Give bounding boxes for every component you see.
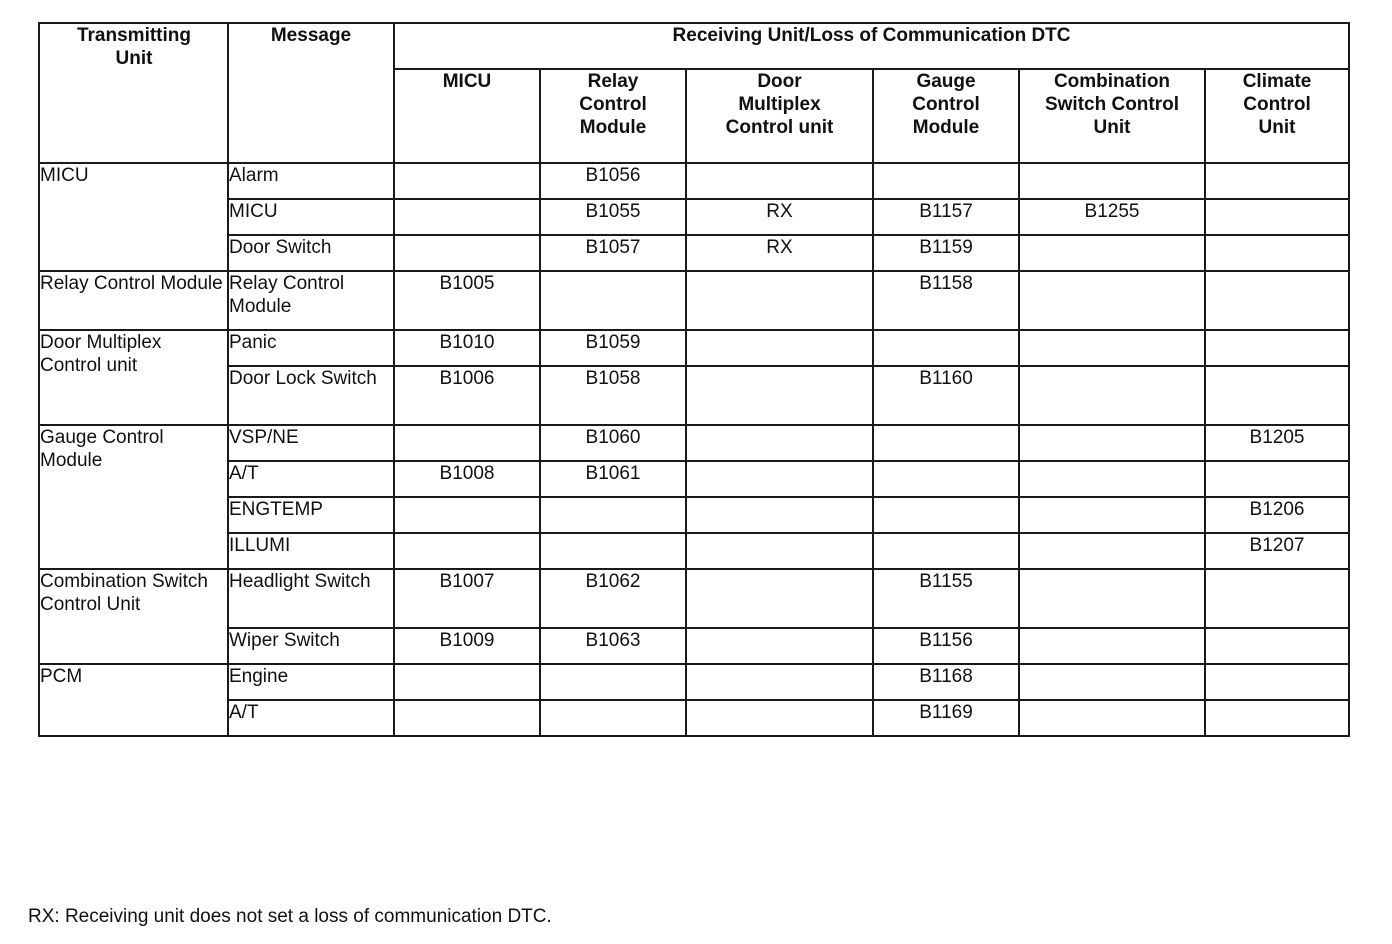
dtc-code-cell: B1010 bbox=[394, 330, 540, 366]
dtc-code-cell bbox=[394, 425, 540, 461]
message-cell: VSP/NE bbox=[228, 425, 394, 461]
message-header: Message bbox=[228, 23, 394, 163]
table-row bbox=[39, 664, 1349, 700]
message-cell: Panic bbox=[228, 330, 394, 366]
table-row bbox=[39, 700, 1349, 736]
dtc-code-cell bbox=[1205, 700, 1349, 736]
table-row bbox=[39, 199, 1349, 235]
dtc-code-cell bbox=[540, 271, 686, 330]
dtc-code-cell bbox=[873, 533, 1019, 569]
message-cell: Alarm bbox=[228, 163, 394, 199]
dtc-code-cell bbox=[686, 497, 873, 533]
dtc-code-cell bbox=[394, 163, 540, 199]
dtc-code-cell: B1056 bbox=[540, 163, 686, 199]
dtc-code-cell bbox=[1205, 199, 1349, 235]
message-cell: MICU bbox=[228, 199, 394, 235]
dtc-code-cell: B1207 bbox=[1205, 533, 1349, 569]
dtc-code-cell bbox=[394, 664, 540, 700]
dtc-code-cell: B1158 bbox=[873, 271, 1019, 330]
message-cell: Engine bbox=[228, 664, 394, 700]
dtc-code-cell bbox=[1019, 330, 1205, 366]
transmitting-unit-cell: Gauge Control Module bbox=[39, 425, 228, 569]
dtc-code-cell bbox=[1019, 664, 1205, 700]
dtc-code-cell: B1006 bbox=[394, 366, 540, 425]
dtc-code-cell bbox=[394, 235, 540, 271]
column-header-micu: MICU bbox=[394, 69, 540, 163]
dtc-code-cell: B1159 bbox=[873, 235, 1019, 271]
dtc-code-cell bbox=[686, 461, 873, 497]
transmitting-unit-cell: PCM bbox=[39, 664, 228, 736]
dtc-code-cell: B1059 bbox=[540, 330, 686, 366]
dtc-code-cell bbox=[1205, 664, 1349, 700]
dtc-code-cell: B1206 bbox=[1205, 497, 1349, 533]
dtc-code-cell bbox=[1205, 235, 1349, 271]
dtc-code-cell bbox=[686, 425, 873, 461]
dtc-code-cell: B1157 bbox=[873, 199, 1019, 235]
table-row bbox=[39, 366, 1349, 425]
dtc-code-cell bbox=[1205, 271, 1349, 330]
message-cell: A/T bbox=[228, 461, 394, 497]
transmitting-unit-cell: Relay Control Module bbox=[39, 271, 228, 330]
dtc-code-cell bbox=[686, 330, 873, 366]
table-row bbox=[39, 628, 1349, 664]
dtc-code-cell bbox=[1205, 366, 1349, 425]
message-cell: Door Lock Switch bbox=[228, 366, 394, 425]
dtc-code-cell bbox=[540, 533, 686, 569]
dtc-code-cell bbox=[1019, 271, 1205, 330]
dtc-code-cell bbox=[1019, 163, 1205, 199]
dtc-code-cell: B1169 bbox=[873, 700, 1019, 736]
table-row bbox=[39, 569, 1349, 628]
dtc-code-cell bbox=[873, 330, 1019, 366]
table-row bbox=[39, 271, 1349, 330]
dtc-code-cell bbox=[686, 664, 873, 700]
dtc-code-cell bbox=[1019, 235, 1205, 271]
column-header-relay: Relay Control Module bbox=[540, 69, 686, 163]
message-cell: Wiper Switch bbox=[228, 628, 394, 664]
dtc-code-cell bbox=[394, 700, 540, 736]
dtc-code-cell bbox=[394, 497, 540, 533]
dtc-code-cell bbox=[1019, 569, 1205, 628]
dtc-code-cell: B1063 bbox=[540, 628, 686, 664]
dtc-code-cell bbox=[1205, 628, 1349, 664]
dtc-code-cell: B1168 bbox=[873, 664, 1019, 700]
dtc-code-cell bbox=[540, 664, 686, 700]
dtc-code-cell bbox=[1019, 533, 1205, 569]
dtc-code-cell bbox=[1205, 569, 1349, 628]
message-cell: Door Switch bbox=[228, 235, 394, 271]
table-row bbox=[39, 163, 1349, 199]
message-cell: ILLUMI bbox=[228, 533, 394, 569]
transmitting-unit-header: Transmitting Unit bbox=[39, 23, 228, 163]
transmitting-unit-cell: Combination Switch Control Unit bbox=[39, 569, 228, 664]
dtc-code-cell: B1057 bbox=[540, 235, 686, 271]
dtc-code-cell bbox=[1019, 425, 1205, 461]
dtc-code-cell: B1005 bbox=[394, 271, 540, 330]
dtc-code-cell bbox=[686, 366, 873, 425]
dtc-code-cell bbox=[686, 700, 873, 736]
dtc-code-cell bbox=[540, 497, 686, 533]
table-row bbox=[39, 235, 1349, 271]
table-row bbox=[39, 425, 1349, 461]
dtc-code-cell: B1061 bbox=[540, 461, 686, 497]
dtc-code-cell: B1008 bbox=[394, 461, 540, 497]
dtc-code-cell bbox=[1205, 330, 1349, 366]
dtc-table bbox=[38, 22, 1350, 737]
dtc-code-cell: B1055 bbox=[540, 199, 686, 235]
dtc-code-cell bbox=[1019, 366, 1205, 425]
message-cell: Headlight Switch bbox=[228, 569, 394, 628]
dtc-code-cell bbox=[1019, 628, 1205, 664]
dtc-code-cell: B1205 bbox=[1205, 425, 1349, 461]
dtc-code-cell bbox=[1205, 461, 1349, 497]
dtc-code-cell bbox=[1019, 700, 1205, 736]
dtc-code-cell: B1255 bbox=[1019, 199, 1205, 235]
dtc-code-cell bbox=[873, 425, 1019, 461]
dtc-code-cell: RX bbox=[686, 199, 873, 235]
dtc-code-cell bbox=[686, 569, 873, 628]
dtc-code-cell bbox=[873, 497, 1019, 533]
dtc-code-cell bbox=[394, 199, 540, 235]
dtc-code-cell: B1160 bbox=[873, 366, 1019, 425]
dtc-code-cell bbox=[394, 533, 540, 569]
dtc-code-cell: B1009 bbox=[394, 628, 540, 664]
table-row bbox=[39, 533, 1349, 569]
column-header-door: Door Multiplex Control unit bbox=[686, 69, 873, 163]
dtc-code-cell: B1007 bbox=[394, 569, 540, 628]
table-row bbox=[39, 461, 1349, 497]
dtc-code-cell bbox=[873, 163, 1019, 199]
dtc-code-cell: B1156 bbox=[873, 628, 1019, 664]
dtc-code-cell bbox=[686, 628, 873, 664]
dtc-code-cell bbox=[540, 700, 686, 736]
message-cell: ENGTEMP bbox=[228, 497, 394, 533]
transmitting-unit-cell: Door Multiplex Control unit bbox=[39, 330, 228, 425]
dtc-code-cell bbox=[686, 271, 873, 330]
dtc-code-cell bbox=[686, 533, 873, 569]
dtc-code-cell: B1058 bbox=[540, 366, 686, 425]
dtc-code-cell bbox=[873, 461, 1019, 497]
table-row bbox=[39, 330, 1349, 366]
column-header-combination: Combination Switch Control Unit bbox=[1019, 69, 1205, 163]
transmitting-unit-cell: MICU bbox=[39, 163, 228, 271]
dtc-code-cell bbox=[1019, 461, 1205, 497]
dtc-code-cell: RX bbox=[686, 235, 873, 271]
column-header-climate: Climate Control Unit bbox=[1205, 69, 1349, 163]
receiving-unit-header: Receiving Unit/Loss of Communication DTC bbox=[394, 23, 1349, 69]
dtc-table-body bbox=[39, 163, 1349, 736]
column-header-gauge: Gauge Control Module bbox=[873, 69, 1019, 163]
footnote: RX: Receiving unit does not set a loss of communication DTC. bbox=[28, 906, 552, 927]
message-cell: Relay Control Module bbox=[228, 271, 394, 330]
dtc-code-cell: B1060 bbox=[540, 425, 686, 461]
dtc-code-cell: B1155 bbox=[873, 569, 1019, 628]
message-cell: A/T bbox=[228, 700, 394, 736]
dtc-code-cell bbox=[1019, 497, 1205, 533]
dtc-code-cell: B1062 bbox=[540, 569, 686, 628]
table-row bbox=[39, 497, 1349, 533]
dtc-code-cell bbox=[1205, 163, 1349, 199]
dtc-code-cell bbox=[686, 163, 873, 199]
